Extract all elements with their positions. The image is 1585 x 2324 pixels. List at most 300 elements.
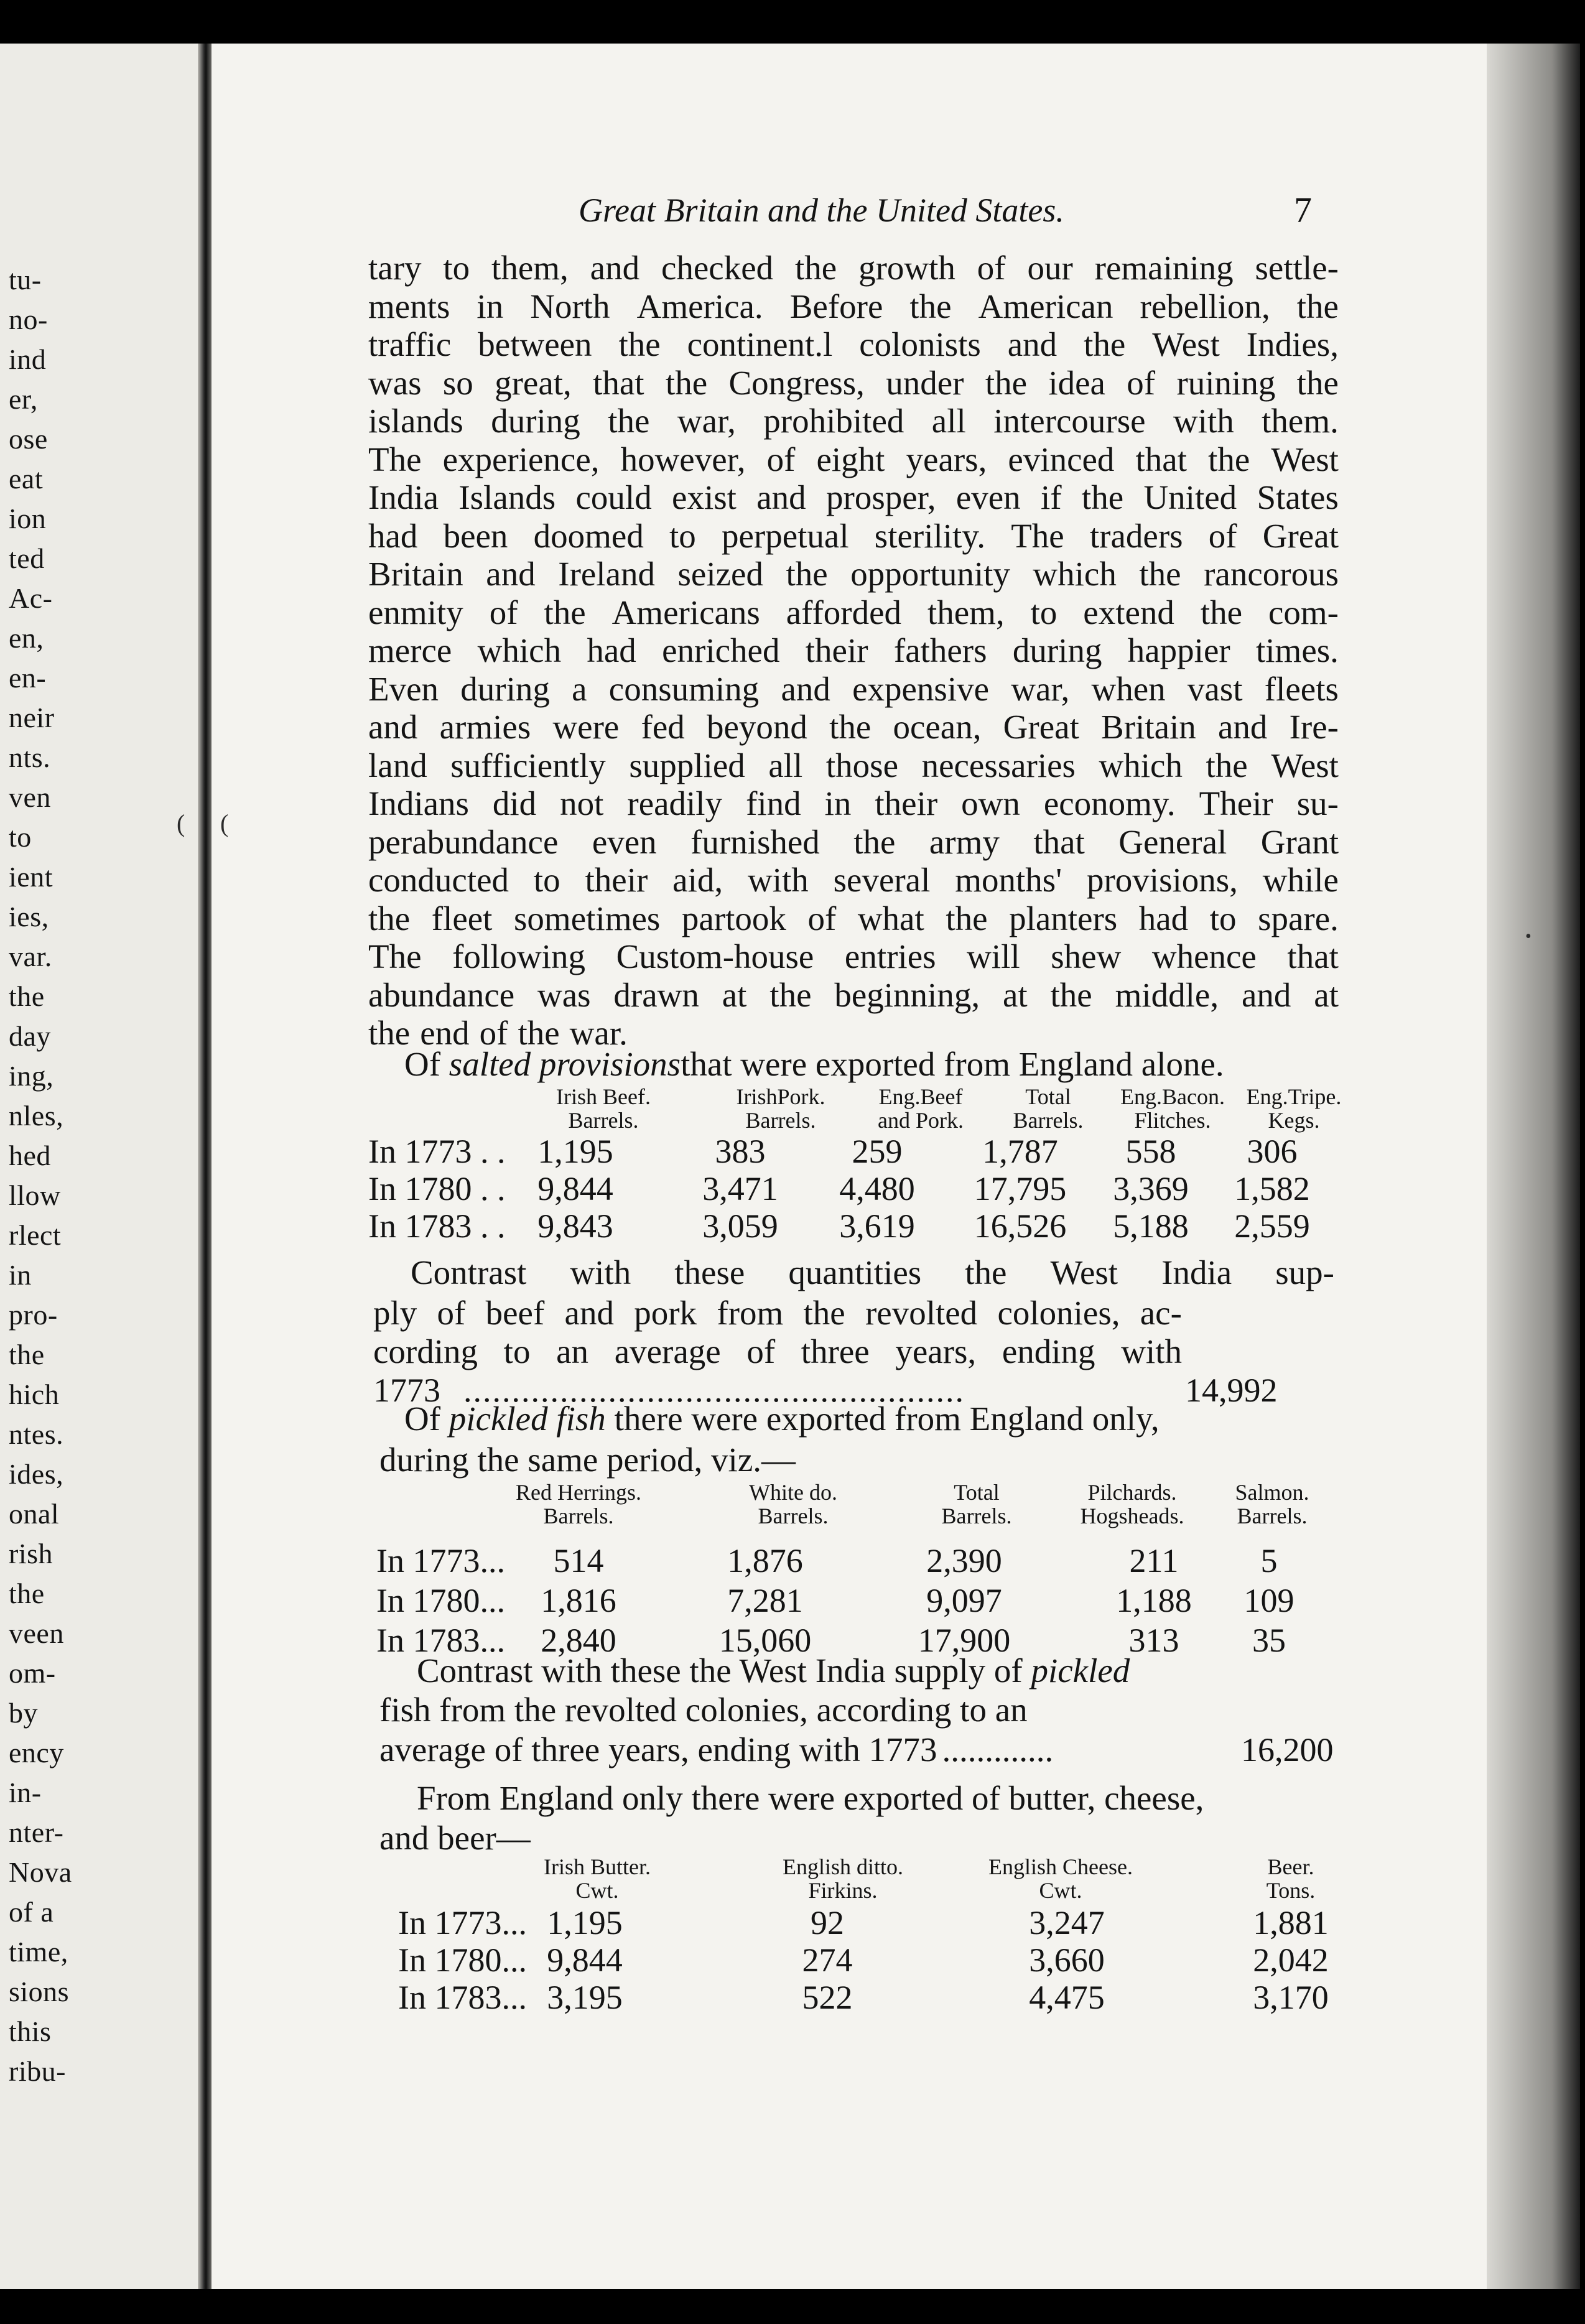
word: beginning, bbox=[834, 975, 980, 1014]
dot-leader: ............. bbox=[942, 1731, 1054, 1769]
word: Great bbox=[1003, 708, 1079, 746]
left-page-fragment: time, bbox=[9, 1936, 68, 1968]
text-line bbox=[411, 1253, 1334, 1292]
column-subheader: Barrels. bbox=[1237, 1504, 1308, 1528]
left-page-fragment: Nova bbox=[9, 1856, 72, 1888]
word: entries bbox=[844, 937, 936, 975]
word: an bbox=[556, 1332, 589, 1370]
column-subheader: Barrels. bbox=[568, 1108, 639, 1133]
cell-value: 109 bbox=[1243, 1582, 1294, 1619]
word: their bbox=[585, 861, 648, 899]
text-line bbox=[368, 364, 1339, 402]
word: been bbox=[443, 516, 508, 555]
word: the bbox=[946, 899, 988, 937]
left-page-fragment: day bbox=[9, 1020, 51, 1052]
word: colonists bbox=[859, 325, 981, 363]
word: sup- bbox=[1275, 1253, 1334, 1291]
word: and bbox=[1241, 975, 1291, 1014]
cell-value: 259 bbox=[852, 1133, 903, 1170]
left-page-fragment: en, bbox=[9, 622, 44, 654]
word: the bbox=[1084, 325, 1126, 363]
text-line bbox=[368, 937, 1339, 976]
left-page-fragment: ose bbox=[9, 423, 48, 455]
word: was bbox=[368, 363, 422, 402]
word: abundance bbox=[368, 975, 515, 1014]
word: even bbox=[592, 822, 657, 861]
word: not bbox=[560, 784, 604, 822]
word: could bbox=[575, 478, 652, 516]
cell-value: 1,195 bbox=[547, 1904, 623, 1941]
cell-value: 3,059 bbox=[702, 1207, 778, 1245]
left-page-fragment: ribu- bbox=[9, 2055, 66, 2087]
word: under bbox=[886, 363, 964, 402]
word: that bbox=[1287, 937, 1339, 975]
word: traffic bbox=[368, 325, 452, 363]
section-intro-butter bbox=[417, 1779, 1350, 1818]
left-page-fragment: the bbox=[9, 1339, 45, 1370]
cell-value: 2,042 bbox=[1253, 1941, 1329, 1979]
word: Americans bbox=[611, 593, 760, 631]
word: when bbox=[1091, 669, 1166, 708]
word: sterility. bbox=[874, 516, 986, 555]
word: and bbox=[756, 478, 806, 516]
word: afforded bbox=[786, 593, 902, 631]
word: enriched bbox=[662, 631, 780, 669]
word: evinced bbox=[1008, 440, 1115, 478]
left-page-fragment: ven bbox=[9, 781, 51, 813]
row-label: In 1783... bbox=[376, 1622, 505, 1659]
word: and bbox=[1217, 708, 1268, 746]
cell-value: 9,844 bbox=[547, 1941, 623, 1979]
word: the bbox=[544, 593, 586, 631]
column-header: Total bbox=[1025, 1084, 1071, 1109]
word: of bbox=[746, 1332, 776, 1370]
word: Great bbox=[1262, 516, 1339, 555]
word: and bbox=[590, 249, 640, 287]
intro-italic: pickled fish bbox=[449, 1400, 606, 1438]
cell-value: 92 bbox=[811, 1904, 844, 1941]
word: extend bbox=[1083, 593, 1174, 631]
word: happier bbox=[1127, 631, 1230, 669]
word: of bbox=[479, 1014, 508, 1052]
cell-value: 17,900 bbox=[918, 1622, 1011, 1659]
dot-leader: .................................................... bbox=[463, 1372, 965, 1409]
word: vast bbox=[1187, 669, 1243, 708]
contrast-2-line-2 bbox=[379, 1691, 1244, 1729]
cell-value: 3,170 bbox=[1253, 1979, 1329, 2016]
word: to bbox=[533, 861, 560, 899]
left-page-fragment: er, bbox=[9, 383, 38, 415]
word: of bbox=[489, 593, 518, 631]
word: whence bbox=[1151, 937, 1257, 975]
text-line bbox=[368, 555, 1339, 593]
contrast-1-total: 14,992 bbox=[1185, 1372, 1278, 1409]
section-intro-salted bbox=[404, 1045, 1313, 1084]
word: their bbox=[805, 631, 868, 669]
word: rebellion, bbox=[1140, 287, 1270, 325]
word: average bbox=[614, 1332, 721, 1370]
word: fleet bbox=[431, 899, 493, 937]
word: armies bbox=[439, 708, 531, 746]
right-page-edge bbox=[1487, 44, 1580, 2289]
word: all bbox=[931, 402, 966, 440]
word: remaining bbox=[1094, 249, 1234, 287]
column-header: English ditto. bbox=[782, 1854, 903, 1879]
intro-line: and beer— bbox=[379, 1819, 531, 1857]
word: Their bbox=[1199, 784, 1273, 822]
word: had bbox=[1138, 899, 1189, 937]
left-page-fragment: nles, bbox=[9, 1100, 64, 1132]
word: so bbox=[442, 363, 473, 402]
word: ending bbox=[1002, 1332, 1095, 1370]
word: Indians bbox=[368, 784, 469, 822]
word: during bbox=[1012, 631, 1102, 669]
word: Ireland bbox=[558, 555, 655, 593]
word: that bbox=[593, 363, 644, 402]
word: perpetual bbox=[721, 516, 849, 555]
word: them, bbox=[927, 593, 1005, 631]
word: with bbox=[570, 1253, 631, 1291]
year-label: 1773 bbox=[373, 1372, 440, 1409]
word: pork bbox=[634, 1294, 697, 1332]
word: which bbox=[1033, 555, 1117, 593]
word: from bbox=[717, 1294, 784, 1332]
word: the bbox=[853, 822, 896, 861]
margin-mark: ( bbox=[177, 809, 185, 837]
word: expensive bbox=[852, 669, 990, 708]
cell-value: 4,480 bbox=[839, 1170, 915, 1207]
left-page-fragment: ntes. bbox=[9, 1418, 64, 1450]
column-header: Eng.Beef bbox=[878, 1084, 963, 1109]
left-page-fragment: var. bbox=[9, 941, 52, 972]
word: conducted bbox=[368, 861, 509, 899]
left-page-fragment: by bbox=[9, 1697, 38, 1729]
left-page-fragment: no- bbox=[9, 304, 48, 335]
word: their bbox=[875, 784, 938, 822]
word: furnished bbox=[690, 822, 820, 861]
word: West bbox=[1271, 440, 1339, 478]
contrast-text: fish from the revolted colonies, according to an bbox=[379, 1691, 1028, 1729]
word: India bbox=[1161, 1253, 1232, 1291]
word: ply bbox=[373, 1294, 417, 1332]
word: to bbox=[669, 516, 696, 555]
cell-value: 1,582 bbox=[1234, 1170, 1310, 1207]
margin-mark: ( bbox=[220, 809, 229, 837]
word: following bbox=[452, 937, 585, 975]
word: years, bbox=[906, 440, 987, 478]
word: West bbox=[1152, 325, 1220, 363]
word: enmity bbox=[368, 593, 463, 631]
word: what bbox=[857, 899, 924, 937]
word: eight bbox=[816, 440, 885, 478]
word: years, bbox=[895, 1332, 977, 1370]
column-header: Eng.Bacon. bbox=[1120, 1084, 1225, 1109]
column-header: Beer. bbox=[1267, 1854, 1314, 1879]
word: war, bbox=[1011, 669, 1070, 708]
word: of bbox=[1127, 363, 1156, 402]
word: revolted bbox=[865, 1294, 978, 1332]
intro-prefix: Of bbox=[404, 1045, 441, 1083]
word: the bbox=[618, 325, 661, 363]
word: a bbox=[572, 669, 587, 708]
word: The bbox=[368, 440, 422, 478]
text-line bbox=[368, 631, 1339, 670]
word: while bbox=[1262, 861, 1339, 899]
word: to bbox=[1209, 899, 1237, 937]
word: merce bbox=[368, 631, 452, 669]
column-subheader: Barrels. bbox=[941, 1504, 1012, 1528]
word: traders bbox=[1089, 516, 1183, 555]
word: Grant bbox=[1260, 822, 1339, 861]
word: times. bbox=[1256, 631, 1339, 669]
row-label: In 1773... bbox=[398, 1904, 527, 1941]
word: colonies, bbox=[997, 1294, 1120, 1332]
cell-value: 514 bbox=[553, 1542, 604, 1579]
word: of bbox=[807, 899, 837, 937]
text-line bbox=[368, 784, 1339, 823]
word: provisions, bbox=[1086, 861, 1238, 899]
cell-value: 558 bbox=[1125, 1133, 1176, 1170]
word: sometimes bbox=[514, 899, 661, 937]
left-page-fragment: rish bbox=[9, 1538, 53, 1569]
word: Indies, bbox=[1246, 325, 1339, 363]
column-subheader: Firkins. bbox=[808, 1878, 878, 1903]
row-label: In 1780... bbox=[376, 1582, 505, 1619]
cell-value: 274 bbox=[802, 1941, 853, 1979]
word: that bbox=[1135, 440, 1187, 478]
section-intro-butter-2 bbox=[379, 1819, 753, 1857]
word: the bbox=[665, 363, 708, 402]
cell-value: 1,816 bbox=[541, 1582, 616, 1619]
left-page-fragment: pro- bbox=[9, 1299, 58, 1331]
word: India bbox=[368, 478, 439, 516]
word: islands bbox=[368, 402, 463, 440]
left-page-fragment: this bbox=[9, 2015, 52, 2047]
word: partook bbox=[681, 899, 786, 937]
word: aid, bbox=[672, 861, 723, 899]
cell-value: 3,369 bbox=[1113, 1170, 1189, 1207]
word: and bbox=[486, 555, 536, 593]
word: however, bbox=[620, 440, 746, 478]
word: if bbox=[1040, 478, 1062, 516]
left-page-fragment: to bbox=[9, 821, 32, 853]
column-header: Pilchards. bbox=[1087, 1480, 1177, 1505]
word: of bbox=[437, 1294, 466, 1332]
word: even bbox=[955, 478, 1021, 516]
word: fed bbox=[641, 708, 685, 746]
left-page-fragment: tu- bbox=[9, 264, 42, 295]
column-subheader: Kegs. bbox=[1268, 1108, 1320, 1133]
cell-value: 3,247 bbox=[1029, 1904, 1105, 1941]
word: during bbox=[491, 402, 580, 440]
word: to bbox=[503, 1332, 531, 1370]
text-line bbox=[368, 899, 1339, 938]
word: planters bbox=[1009, 899, 1118, 937]
row-label: In 1783 . . bbox=[368, 1207, 506, 1245]
book-gutter bbox=[198, 44, 211, 2289]
word: Britain bbox=[1101, 708, 1196, 746]
column-header: Red Herrings. bbox=[516, 1480, 641, 1505]
text-line bbox=[368, 517, 1339, 555]
cell-value: 2,390 bbox=[926, 1542, 1002, 1579]
column-header: Salmon. bbox=[1235, 1480, 1309, 1505]
word: them. bbox=[1262, 402, 1339, 440]
contrast-2-total: 16,200 bbox=[1241, 1731, 1334, 1769]
left-page-fragment: ind bbox=[9, 343, 47, 375]
row-label: In 1773... bbox=[376, 1542, 505, 1579]
word: drawn bbox=[613, 975, 699, 1014]
word: will bbox=[967, 937, 1020, 975]
page-number: 7 bbox=[1294, 190, 1312, 230]
contrast-2-line-1 bbox=[417, 1652, 1244, 1690]
text-line bbox=[368, 440, 1339, 479]
intro-suffix: there were exported from England only, bbox=[605, 1400, 1160, 1438]
word: Before bbox=[789, 287, 883, 325]
word: continent.l bbox=[687, 325, 833, 363]
cell-value: 3,471 bbox=[702, 1170, 778, 1207]
word: settle- bbox=[1255, 249, 1339, 287]
word: during bbox=[460, 669, 550, 708]
word: quantities bbox=[788, 1253, 922, 1291]
left-page-fragment: onal bbox=[9, 1498, 60, 1530]
word: the bbox=[1206, 746, 1248, 784]
column-subheader: and Pork. bbox=[878, 1108, 964, 1133]
word: The bbox=[1011, 516, 1064, 555]
row-label: In 1773 . . bbox=[368, 1133, 506, 1170]
word: and bbox=[564, 1294, 614, 1332]
cell-value: 522 bbox=[802, 1979, 853, 2016]
cell-value: 2,559 bbox=[1234, 1207, 1310, 1245]
word: all bbox=[768, 746, 803, 784]
word: war, bbox=[677, 402, 736, 440]
cell-value: 383 bbox=[715, 1133, 766, 1170]
left-page-fragment: in bbox=[9, 1259, 32, 1291]
word: had bbox=[368, 516, 418, 555]
section-intro-pickled-2 bbox=[379, 1441, 1002, 1479]
left-page-fragment: ies, bbox=[9, 901, 49, 932]
text-line bbox=[368, 823, 1339, 862]
cell-value: 313 bbox=[1128, 1622, 1179, 1659]
word: Ire- bbox=[1289, 708, 1339, 746]
cell-value: 4,475 bbox=[1029, 1979, 1105, 2016]
text-line bbox=[368, 746, 1339, 785]
word: the bbox=[368, 899, 411, 937]
intro-line: From England only there were exported of butter, cheese, bbox=[417, 1779, 1204, 1817]
cell-value: 9,843 bbox=[537, 1207, 613, 1245]
word: the bbox=[786, 555, 828, 593]
word: The bbox=[368, 937, 422, 975]
word: and bbox=[368, 708, 418, 746]
word: were bbox=[552, 708, 620, 746]
word: which bbox=[477, 631, 562, 669]
left-page-edge bbox=[0, 44, 198, 2289]
word: at bbox=[1002, 975, 1028, 1014]
word: beef bbox=[485, 1294, 545, 1332]
word: them, bbox=[491, 249, 569, 287]
word: ments bbox=[368, 287, 450, 325]
column-subheader: Tons. bbox=[1266, 1878, 1316, 1903]
text-line bbox=[368, 670, 1339, 709]
word: opportunity bbox=[850, 555, 1010, 593]
contrast-text: Contrast with these the West India supply of bbox=[417, 1652, 1031, 1690]
column-header: IrishPork. bbox=[736, 1084, 825, 1109]
word: with bbox=[1173, 402, 1234, 440]
cell-value: 211 bbox=[1129, 1542, 1179, 1579]
word: necessaries bbox=[921, 746, 1076, 784]
word: intercourse bbox=[993, 402, 1146, 440]
left-page-fragment: in- bbox=[9, 1777, 42, 1808]
left-page-fragment: of a bbox=[9, 1896, 54, 1928]
left-page-fragment: hed bbox=[9, 1140, 51, 1171]
word: did bbox=[492, 784, 537, 822]
word: months' bbox=[955, 861, 1062, 899]
word: perabundance bbox=[368, 822, 559, 861]
left-page-fragment: en- bbox=[9, 662, 47, 694]
word: fleets bbox=[1264, 669, 1339, 708]
word: the bbox=[1296, 287, 1339, 325]
word: middle, bbox=[1115, 975, 1219, 1014]
word: had bbox=[587, 631, 636, 669]
word: land bbox=[368, 746, 427, 784]
word: exist bbox=[672, 478, 737, 516]
word: the bbox=[518, 1014, 560, 1052]
word: of bbox=[766, 440, 796, 478]
text-line bbox=[368, 478, 1339, 517]
cell-value: 35 bbox=[1252, 1622, 1286, 1659]
column-header: White do. bbox=[749, 1480, 837, 1505]
word: at bbox=[722, 975, 747, 1014]
word: was bbox=[537, 975, 591, 1014]
word: North bbox=[530, 287, 610, 325]
word: ocean, bbox=[893, 708, 982, 746]
word: of bbox=[1208, 516, 1237, 555]
word: readily bbox=[627, 784, 723, 822]
left-page-fragment: ing, bbox=[9, 1060, 54, 1092]
cell-value: 3,660 bbox=[1029, 1941, 1105, 1979]
word: West bbox=[1271, 746, 1339, 784]
word: of bbox=[977, 249, 1006, 287]
word: experience, bbox=[442, 440, 600, 478]
text-line bbox=[368, 249, 1339, 287]
column-subheader: Barrels. bbox=[543, 1504, 614, 1528]
section-intro-pickled bbox=[404, 1400, 1347, 1438]
word: Contrast bbox=[411, 1253, 527, 1291]
word: American bbox=[978, 287, 1113, 325]
text-line bbox=[368, 402, 1339, 440]
word: fathers bbox=[893, 631, 987, 669]
column-subheader: Hogsheads. bbox=[1080, 1504, 1184, 1528]
word: States bbox=[1257, 478, 1339, 516]
word: Islands bbox=[458, 478, 556, 516]
word: su- bbox=[1296, 784, 1339, 822]
column-subheader: Flitches. bbox=[1134, 1108, 1211, 1133]
left-page-fragment: ion bbox=[9, 503, 47, 534]
text-line bbox=[368, 287, 1339, 326]
text-line bbox=[368, 861, 1339, 899]
word: in bbox=[824, 784, 852, 822]
column-header: Total bbox=[954, 1480, 1000, 1505]
left-page-fragment: the bbox=[9, 980, 45, 1012]
word: the bbox=[965, 1253, 1007, 1291]
left-page-fragment: sions bbox=[9, 1976, 70, 2007]
intro-italic: salted provisions bbox=[449, 1045, 681, 1083]
cell-value: 1,195 bbox=[537, 1133, 613, 1170]
word: these bbox=[674, 1253, 745, 1291]
word: at bbox=[1314, 975, 1339, 1014]
word: that bbox=[1033, 822, 1085, 861]
word: the bbox=[794, 249, 837, 287]
word: America. bbox=[636, 287, 763, 325]
